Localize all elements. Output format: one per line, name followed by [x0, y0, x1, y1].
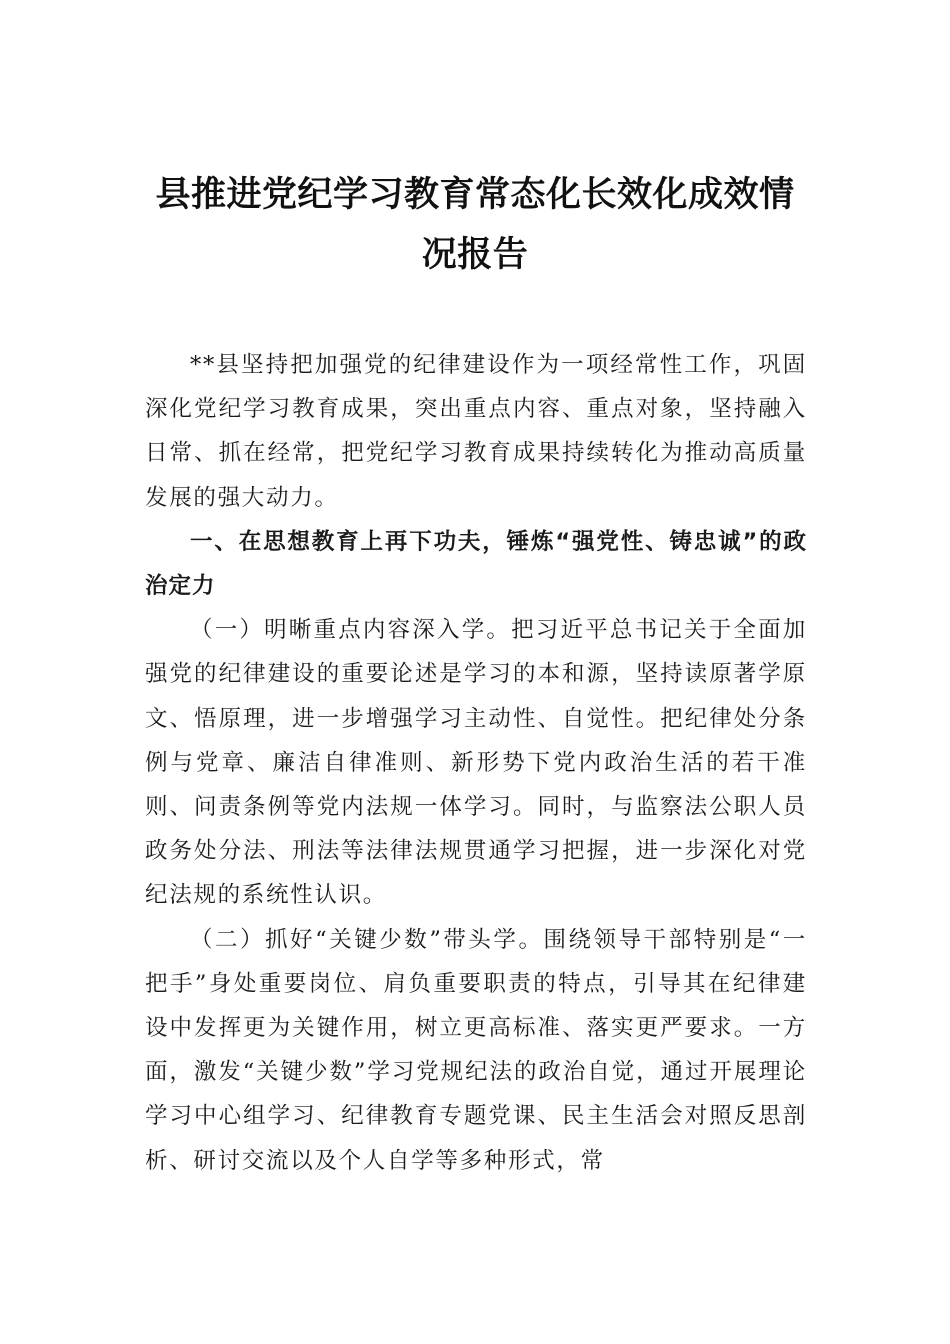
section-heading-1: 一、在思想教育上再下功夫，锤炼“强党性、铸忠诚”的政治定力: [145, 528, 807, 600]
document-title: [145, 165, 805, 285]
subsection-paragraph-2: （二）抓好“关键少数”带头学。围绕领导干部特别是“一把手”身处重要岗位、肩负重要职责的特点，引导其在纪律建设中发挥更为关键作用，树立更高标准、落实更严要求。一方面，激发“关键少数”学习党规纪法的政治自觉，通过开展理论学习中心组学习、纪律教育专题党课、民主生活会对照反思剖析、研讨交流以及个人自学等多种形式，常: [145, 926, 807, 1174]
title-line-2: 况报告: [421, 234, 529, 275]
intro-paragraph: **县坚持把加强党的纪律建设作为一项经常性工作，巩固深化党纪学习教育成果，突出重点内容、重点对象，坚持融入日常、抓在经常，把党纪学习教育成果持续转化为推动高质量发展的强大动力。: [145, 352, 807, 511]
title-line-1: 县推进党纪学习教育常态化长效化成效情: [155, 174, 795, 215]
subsection-paragraph-1: （一）明晰重点内容深入学。把习近平总书记关于全面加强党的纪律建设的重要论述是学习的本和源，坚持读原著学原文、悟原理，进一步增强学习主动性、自觉性。把纪律处分条例与党章、廉洁自律准则、新形势下党内政治生活的若干准则、问责条例等党内法规一体学习。同时，与监察法公职人员政务处分法、刑法等法律法规贯通学习把握，进一步深化对党纪法规的系统性认识。: [145, 617, 807, 909]
document-body: [145, 343, 807, 1183]
